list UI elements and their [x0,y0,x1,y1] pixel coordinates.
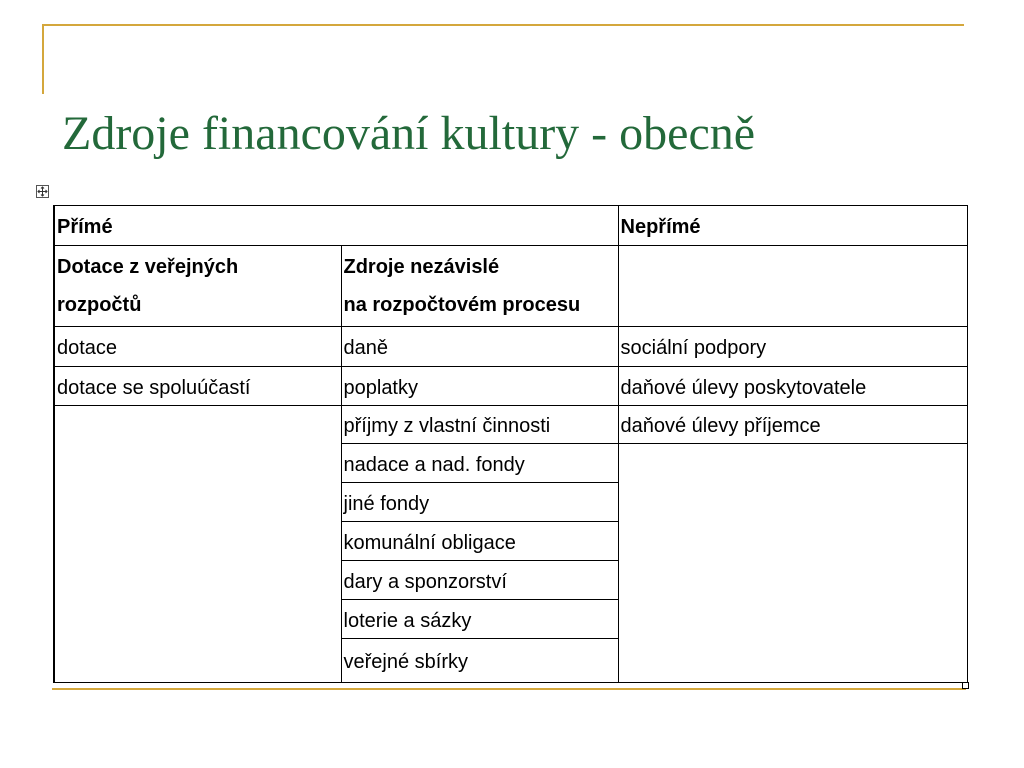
table-cell: loterie a sázky [341,600,618,639]
header-direct: Přímé [54,206,618,246]
table-cell: dotace [54,327,341,367]
frame-top-line [42,24,964,26]
table-cell: daňové úlevy poskytovatele [618,367,967,406]
subheader-independent-sources [341,246,618,327]
frame-left-line [42,24,44,94]
empty-cell [618,246,967,327]
slide-title: Zdroje financování kultury - obecně [62,107,756,160]
empty-cell [618,444,967,683]
table-cell: dotace se spoluúčastí [54,367,341,406]
table-cell: dary a sponzorství [341,561,618,600]
table-cell: jiné fondy [341,483,618,522]
subheader-public-budgets [54,246,341,327]
subheader-public-budgets-line: Dotace z veřejných [57,256,239,278]
table-row [54,327,967,367]
table-cell: příjmy z vlastní činnosti [341,406,618,444]
table-cell: nadace a nad. fondy [341,444,618,483]
table-cell: daně [341,327,618,367]
empty-cell [54,406,341,683]
table-cell: veřejné sbírky [341,639,618,683]
subheader-public-budgets-line: rozpočtů [57,294,142,316]
table-cell: poplatky [341,367,618,406]
table-cell: komunální obligace [341,522,618,561]
table-row-header [54,206,967,246]
resize-square-icon [962,682,969,689]
table-row-subheader [54,246,967,327]
move-arrows-icon [36,185,49,198]
header-indirect: Nepřímé [618,206,967,246]
subheader-independent-sources-line: Zdroje nezávislé [343,256,500,278]
funding-sources-table [53,205,968,683]
table-cell: sociální podpory [618,327,967,367]
table-row [54,367,967,406]
table-cell: daňové úlevy příjemce [618,406,967,444]
frame-bottom-line [52,688,966,690]
subheader-independent-sources-line: na rozpočtovém procesu [343,294,581,316]
table-row [54,406,967,444]
